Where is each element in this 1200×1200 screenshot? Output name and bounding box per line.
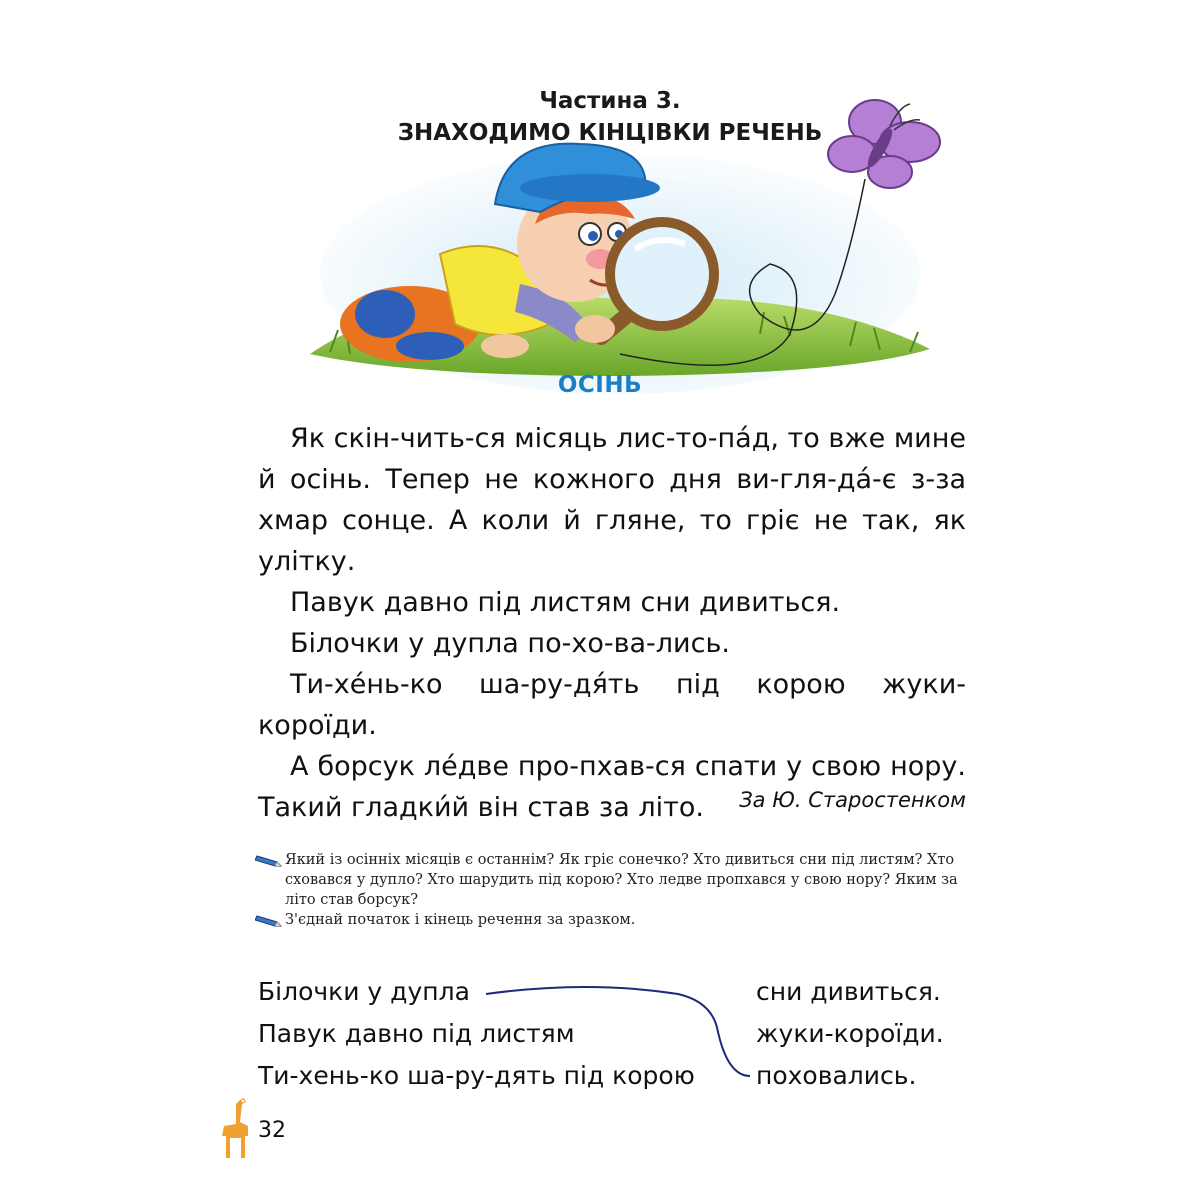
sentence-beginning: Білочки у дупла xyxy=(258,977,470,1006)
task-text: З'єднай початок і кінець речення за зразком. xyxy=(285,912,636,928)
story-paragraph: Ти-хе́нь-ко ша-ру-дя́ть під корою жуки-короїди. xyxy=(258,669,966,741)
story-title: ОСІНЬ xyxy=(557,372,643,398)
page-number: 32 xyxy=(258,1118,286,1143)
story-paragraph: Білочки у дупла по-хо-ва-лись. xyxy=(290,628,730,659)
butterfly-icon xyxy=(828,100,940,188)
task-item xyxy=(255,910,967,930)
sentence-ending: жуки-короїди. xyxy=(756,1019,944,1048)
sentence-ending: поховались. xyxy=(756,1061,917,1090)
pencil-icon xyxy=(255,912,283,928)
story-text xyxy=(258,418,966,828)
giraffe-icon xyxy=(218,1096,258,1160)
story-paragraph: Павук давно під листям сни дивиться. xyxy=(290,587,841,618)
sentence-beginning: Павук давно під листям xyxy=(258,1019,575,1048)
sentence-ending: сни дивиться. xyxy=(756,977,941,1006)
part-heading xyxy=(380,86,840,150)
matching-exercise xyxy=(258,972,978,1102)
pencil-icon xyxy=(255,852,283,868)
task-item xyxy=(255,850,967,910)
tasks xyxy=(255,850,967,930)
story-paragraph: А борсук ле́две про-пхав-ся спати у свою нору. Такий гладки́й він став за літо. xyxy=(258,751,966,823)
story-author: За Ю. Старостенком xyxy=(739,788,966,812)
page-title: ЗНАХОДИМО КІНЦІВКИ РЕЧЕНЬ xyxy=(397,120,823,146)
sentence-beginning: Ти-хень-ко ша-ру-дять під корою xyxy=(258,1061,695,1090)
task-text: Який із осінніх місяців є останнім? Як гріє сонечко? Хто дивиться сни під листям? Хто сховався у дупло? Хто шарудить під корою? Хто ледве пропхався у свою нору? Яким за літо став борсук? xyxy=(285,852,958,908)
part-number: Частина 3. xyxy=(539,88,681,114)
story-paragraph: Як скін-чить-ся місяць лис-то-па́д, то вже мине й осінь. Тепер не кожного дня ви-гля-да́-є з-за хмар сонце. А коли й гляне, то гріє не так, як улітку. xyxy=(258,423,966,577)
